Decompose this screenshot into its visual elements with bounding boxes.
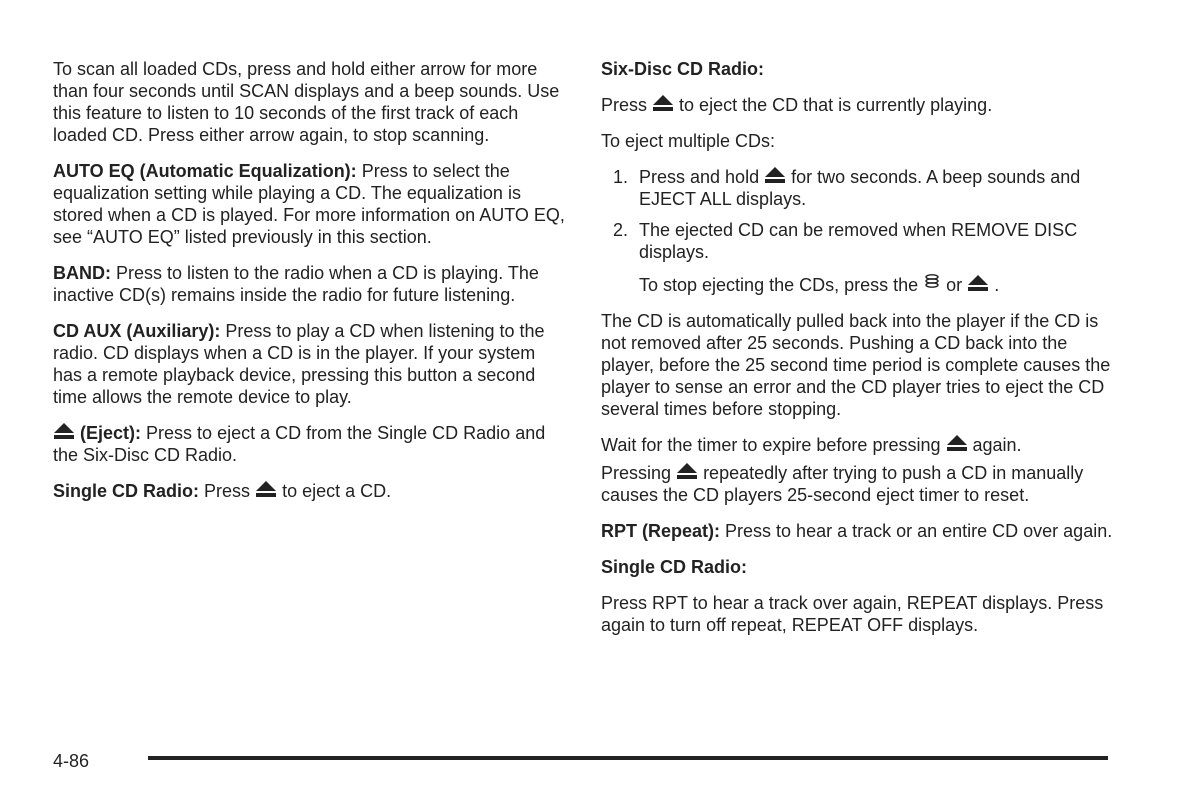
press-eject-paragraph: [601, 94, 1116, 116]
pressing-post: repeatedly after trying to push a CD in manually causes the CD players 25-second eject timer to reset.: [601, 463, 1084, 505]
eject-icon: [764, 166, 786, 184]
step-number: 2.: [613, 220, 629, 240]
eject-text: Press to eject a CD from the Single CD Radio and the Six-Disc CD Radio.: [53, 423, 546, 465]
list-item: [601, 219, 1116, 263]
eject-icon: [652, 94, 674, 112]
wait-timer-pre: Wait for the timer to expire before pressing: [601, 435, 941, 455]
auto-eq-paragraph: [53, 160, 568, 248]
list-item: [601, 166, 1116, 210]
wait-timer-paragraph: [601, 434, 1116, 456]
eject-term: (Eject):: [80, 423, 142, 443]
right-column: [601, 58, 1116, 650]
step-text: The ejected CD can be removed when REMOVE DISC displays.: [639, 220, 1078, 262]
eject-icon: [967, 274, 989, 292]
auto-pull-paragraph: The CD is automatically pulled back into the player if the CD is not removed after 25 seconds. Pushing a CD back into the player, before the 25 second time period is complete causes the player to sense an error and the CD player tries to eject the CD several times before stopping.: [601, 311, 1111, 419]
cd-disc-icon: [923, 273, 941, 291]
eject-icon: [53, 422, 75, 440]
eject-icon: [946, 434, 968, 452]
eject-icon: [255, 480, 277, 498]
band-term: BAND:: [53, 263, 111, 283]
left-column: [53, 58, 568, 516]
wait-timer-post: again.: [972, 435, 1022, 455]
band-paragraph: [53, 262, 568, 306]
step-number: 1.: [613, 167, 629, 187]
eject-paragraph: [53, 422, 568, 466]
auto-eq-text: Press to select the equalization setting while playing a CD. The equalization is stored when a CD is played. For more information on AUTO EQ, see “AUTO EQ” listed previously in this section.: [53, 161, 565, 247]
rpt-term: RPT (Repeat):: [601, 521, 721, 541]
step-pre: Press and hold: [639, 167, 760, 187]
cd-aux-term: CD AUX (Auxiliary):: [53, 321, 221, 341]
stop-eject-post: .: [994, 275, 1000, 295]
scan-paragraph: To scan all loaded CDs, press and hold either arrow for more than four seconds until SCAN displays and a beep sounds. Use this feature to listen to 10 seconds of the first track of each loaded CD. Press either arrow again, to stop scanning.: [53, 59, 560, 145]
stop-eject-paragraph: [601, 273, 1116, 296]
pressing-paragraph: [601, 462, 1116, 506]
single-cd-paragraph: [53, 480, 568, 502]
rpt-text: Press to hear a track or an entire CD over again.: [725, 521, 1113, 541]
single-cd-post: to eject a CD.: [282, 481, 392, 501]
rpt-instructions: Press RPT to hear a track over again, REPEAT displays. Press again to turn off repeat, REPEAT OFF displays.: [601, 593, 1104, 635]
auto-eq-term: AUTO EQ (Automatic Equalization):: [53, 161, 357, 181]
pressing-pre: Pressing: [601, 463, 672, 483]
eject-icon: [676, 462, 698, 480]
eject-steps-list: [601, 166, 1116, 263]
cd-aux-paragraph: [53, 320, 568, 408]
press-eject-pre: Press: [601, 95, 648, 115]
six-disc-heading: Six-Disc CD Radio:: [601, 59, 765, 79]
rpt-paragraph: [601, 520, 1116, 542]
page-number: 4-86: [53, 751, 90, 771]
stop-eject-mid: or: [946, 275, 963, 295]
stop-eject-pre: To stop ejecting the CDs, press the: [639, 275, 919, 295]
single-cd-pre: Press: [204, 481, 251, 501]
single-cd-heading: Single CD Radio:: [601, 557, 748, 577]
eject-multiple-text: To eject multiple CDs:: [601, 131, 776, 151]
band-text: Press to listen to the radio when a CD is playing. The inactive CD(s) remains inside the radio for future listening.: [53, 263, 539, 305]
cd-aux-text: Press to play a CD when listening to the radio. CD displays when a CD is in the player. If your system has a remote playback device, pressing this button a second time allows the remote device to play.: [53, 321, 545, 407]
footer-divider: [148, 756, 1108, 760]
step-post: for two seconds. A beep sounds and EJECT ALL displays.: [639, 167, 1081, 209]
press-eject-post: to eject the CD that is currently playing.: [679, 95, 993, 115]
single-cd-term: Single CD Radio:: [53, 481, 200, 501]
